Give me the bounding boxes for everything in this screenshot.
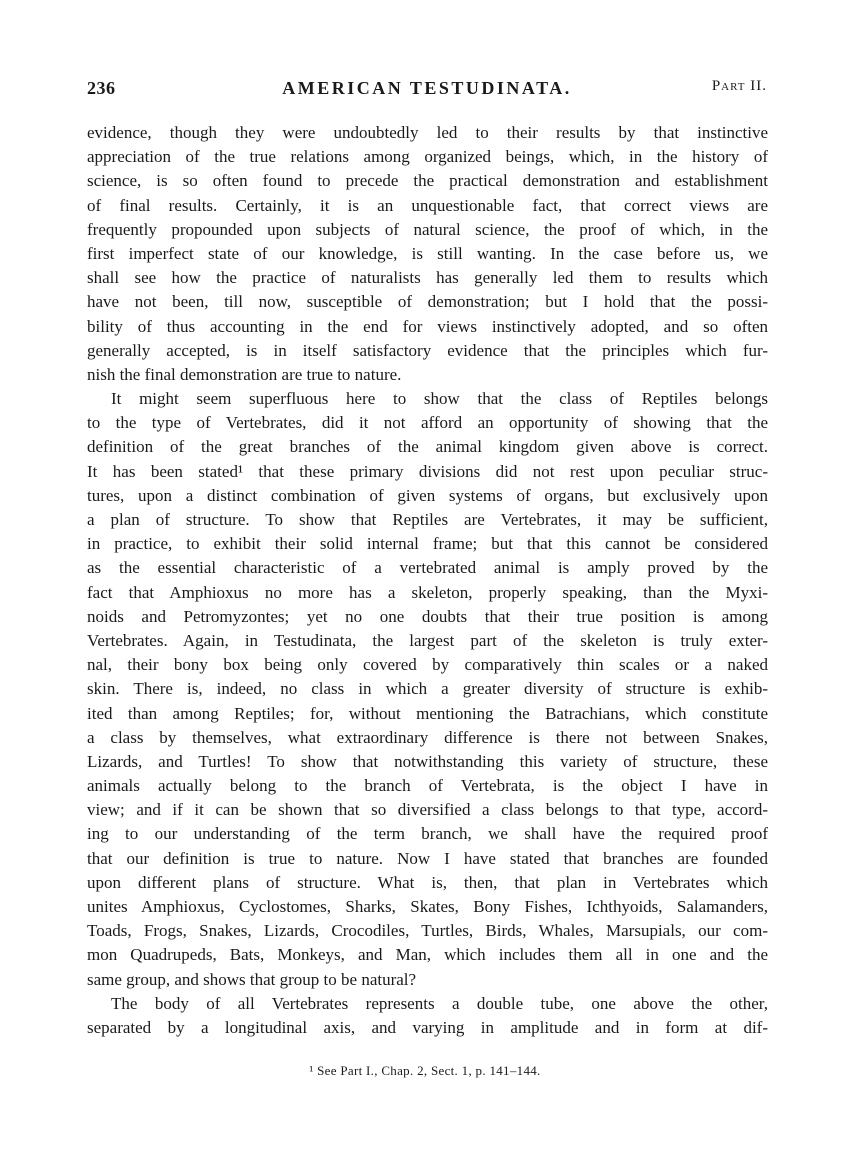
text-line: The body of all Vertebrates represents a double tube, one above the other, bbox=[111, 993, 768, 1013]
text-line: nish the final demonstration are true to nature. bbox=[87, 364, 402, 384]
text-line: unites Amphioxus, Cyclostomes, Sharks, Skates, Bony Fishes, Ichthyoids, Salamanders, bbox=[87, 897, 768, 916]
text-line: separated by a longitudinal axis, and varying in amplitude and in form at dif- bbox=[87, 1017, 768, 1037]
text-line: of final results. Certainly, it is an unquestionable fact, that correct views are bbox=[87, 195, 768, 215]
text-line: a plan of structure. To show that Reptiles are Vertebrates, it may be sufficient, bbox=[87, 510, 768, 529]
text-line: Lizards, and Turtles! To show that notwithstanding this variety of structure, these bbox=[87, 751, 768, 771]
text-line: frequently propounded upon subjects of natural science, the proof of which, in the bbox=[87, 219, 768, 239]
text-line: noids and Petromyzontes; yet no one doubts that their true position is among bbox=[87, 606, 768, 626]
text-line: Toads, Frogs, Snakes, Lizards, Crocodiles, Turtles, Birds, Whales, Marsupials, our com- bbox=[87, 921, 768, 941]
text-line: bility of thus accounting in the end for views instinctively adopted, and so often bbox=[87, 316, 768, 336]
text-line: shall see how the practice of naturalists has generally led them to results which bbox=[87, 268, 768, 288]
part-label: Part II. bbox=[711, 78, 767, 94]
text-line: ited than among Reptiles; for, without mentioning the Batrachians, which constitute bbox=[87, 703, 768, 723]
page-number: 236 bbox=[87, 78, 116, 98]
text-line: first imperfect state of our knowledge, is still wanting. In the case before us, we bbox=[87, 243, 768, 263]
text-line: It might seem superfluous here to show that the class of Reptiles belongs bbox=[111, 389, 768, 409]
text-line: to the type of Vertebrates, did it not afford an opportunity of showing that the bbox=[87, 413, 768, 433]
text-line: skin. There is, indeed, no class in which a greater diversity of structure is exhib- bbox=[87, 679, 768, 699]
text-line: in practice, to exhibit their solid internal frame; but that this cannot be considered bbox=[87, 534, 768, 554]
text-line: upon different plans of structure. What is, then, that plan in Vertebrates which bbox=[87, 872, 768, 892]
text-line: definition of the great branches of the animal kingdom given above is correct. bbox=[87, 437, 768, 457]
text-line: nal, their bony box being only covered by comparatively thin scales or a naked bbox=[87, 655, 768, 675]
text-line: It has been stated¹ that these primary divisions did not rest upon peculiar struc- bbox=[87, 461, 768, 481]
text-line: animals actually belong to the branch of Vertebrata, is the object I have in bbox=[87, 776, 768, 796]
page-header bbox=[87, 78, 767, 102]
running-title: AMERICAN TESTUDINATA. bbox=[282, 78, 572, 98]
text-line: mon Quadrupeds, Bats, Monkeys, and Man, which includes them all in one and the bbox=[87, 945, 768, 965]
text-line: science, is so often found to precede the practical demonstration and establishment bbox=[87, 171, 768, 191]
text-line: evidence, though they were undoubtedly led to their results by that instinctive bbox=[87, 123, 768, 142]
text-line: view; and if it can be shown that so diversified a class belongs to that type, accord- bbox=[87, 800, 768, 820]
text-line: fact that Amphioxus no more has a skeleton, properly speaking, than the Myxi- bbox=[87, 582, 768, 602]
text-line: generally accepted, is in itself satisfactory evidence that the principles which fur- bbox=[87, 340, 768, 360]
text-line: appreciation of the true relations among organized beings, which, in the history of bbox=[87, 147, 768, 167]
text-line: a class by themselves, what extraordinary difference is there not between Snakes, bbox=[87, 727, 768, 747]
text-line: Vertebrates. Again, in Testudinata, the largest part of the skeleton is truly exter- bbox=[87, 630, 768, 650]
text-line: that our definition is true to nature. Now I have stated that branches are founded bbox=[87, 848, 768, 868]
text-line: have not been, till now, susceptible of demonstration; but I hold that the possi- bbox=[87, 292, 768, 312]
footnote: ¹ See Part I., Chap. 2, Sect. 1, p. 141–144. bbox=[309, 1063, 541, 1078]
text-line: tures, upon a distinct combination of given systems of organs, but exclusively upon bbox=[87, 485, 768, 505]
body-text bbox=[87, 121, 768, 1040]
text-line: ing to our understanding of the term branch, we shall have the required proof bbox=[87, 824, 768, 844]
text-line: as the essential characteristic of a vertebrated animal is amply proved by the bbox=[87, 558, 768, 578]
text-line: same group, and shows that group to be natural? bbox=[87, 969, 417, 989]
